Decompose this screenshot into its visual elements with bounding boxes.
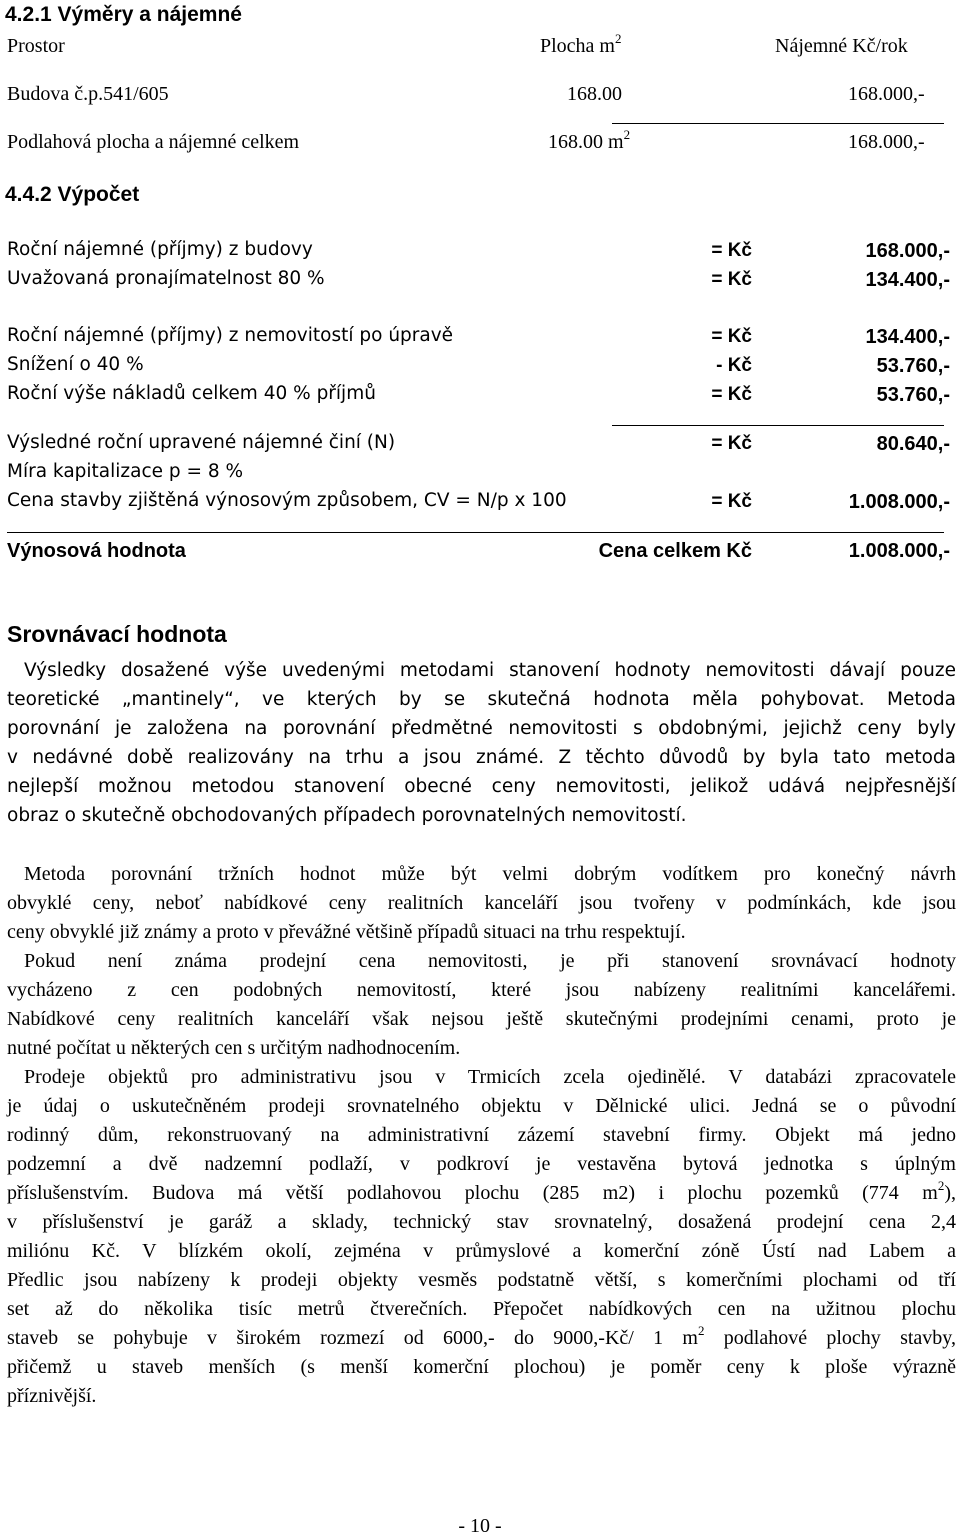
result-label: Výnosová hodnota <box>7 540 186 562</box>
divider <box>612 123 944 124</box>
row-building-area: 168.00 <box>567 83 622 105</box>
page-number: - 10 - <box>458 1515 502 1537</box>
calc-row-label: Cena stavby zjištěná výnosovým způsobem, CV = N/p x 100 <box>7 490 567 511</box>
total-label: Podlahová plocha a nájemné celkem <box>7 131 300 153</box>
text-line: Pokud není známa prodejní cena nemovitosti, je při stanovení srovnávací hodnoty <box>24 950 956 972</box>
calc-row-value: 53.760,- <box>876 355 950 377</box>
text-line: obvyklé ceny, neboť nabídkové ceny realitních kanceláří jsou tvořeny v podmínkách, kde jsou <box>7 892 956 914</box>
calc-row-value: 53.760,- <box>876 384 950 406</box>
text-line: set až do několika tisíc metrů čtverečních. Přepočet nabídkových cen na užitnou plochu <box>7 1298 956 1320</box>
calc-row-unit: = Kč <box>711 491 752 512</box>
col-header-area: Plocha $m^2$ <box>540 31 622 57</box>
text-line: v nedávné době realizovány na trhu a jsou známé. Z těchto důvodů by byla tato metoda <box>7 747 956 768</box>
calc-row-value: 134.400,- <box>865 326 950 348</box>
text-line: Předlic jsou nabízeny k prodeji objekty vesměs podstatně větší, s komerčními plochami od tří <box>7 1269 956 1291</box>
calc-row-label: Uvažovaná pronajímatelnost 80 % <box>7 268 325 289</box>
text-line: teoretické „mantinely“, ve kterých by se skutečná hodnota měla pohybovat. Metoda <box>7 689 956 710</box>
result-unit: Cena celkem Kč <box>598 540 752 562</box>
text-line: podzemní a dvě nadzemní podlaží, v podkroví je vestavěna bytová jednotka s úplným <box>7 1153 956 1175</box>
divider <box>612 425 944 426</box>
calc-row-unit: = Kč <box>711 433 752 454</box>
calc-row-unit: = Kč <box>711 269 752 290</box>
calc-row-unit: = Kč <box>711 240 752 261</box>
text-line: přičemž u staveb menších (s menší komerční plochou) je poměr ceny k ploše výrazně <box>7 1356 956 1378</box>
section-421-heading: 4.2.1 Výměry a nájemné <box>5 3 242 26</box>
total-rent: 168.000,- <box>848 131 925 153</box>
calc-row-unit: = Kč <box>711 326 752 347</box>
text-line: Výsledky dosažené výše uvedenými metodami stanovení hodnoty nemovitosti dávají pouze <box>24 660 956 681</box>
calc-row-value: 80.640,- <box>876 433 950 455</box>
text-line: staveb se pohybuje v širokém rozmezí od 6000,- do 9000,-Kč/ 1 $m^2$ podlahové plochy stavby, <box>7 1323 956 1349</box>
col-header-rent: Nájemné Kč/rok <box>775 35 908 57</box>
text-line: porovnání je založena na porovnání předmětné nemovitosti s obdobnými, jejichž ceny byly <box>7 718 956 739</box>
text-line: miliónu Kč. V blízkém okolí, zejména v průmyslové a komerční zóně Ústí nad Labem a <box>7 1240 956 1262</box>
calc-row-label: Roční nájemné (příjmy) z nemovitostí po úpravě <box>7 325 454 346</box>
text-line: vycházeno z cen podobných nemovitostí, které jsou nabízeny realitními kancelářemi. <box>7 979 956 1001</box>
divider <box>7 532 944 533</box>
text-line: nejlepší možnou metodou stanovení obecné ceny nemovitosti, jelikož udává nejpřesnější <box>7 776 956 797</box>
text-line: Prodeje objektů pro administrativu jsou v Trmicích zcela ojedinělé. V databázi zpracovatele <box>24 1066 956 1088</box>
text-line: obraz o skutečně obchodovaných případech porovnatelných nemovitostí. <box>7 805 687 826</box>
text-line: v příslušenství je garáž a sklady, technický stav srovnatelný, dosažená prodejní cena 2,4 <box>7 1211 956 1233</box>
text-line: nutné počítat u některých cen s určitým nadhodnocením. <box>7 1037 461 1059</box>
calc-row-value: 1.008.000,- <box>848 491 950 513</box>
total-area: 168.00 $m^2$ <box>548 127 631 153</box>
calc-row-value: 168.000,- <box>865 240 950 262</box>
calc-row-label: Snížení o 40 % <box>7 354 144 375</box>
row-building-rent: 168.000,- <box>848 83 925 105</box>
calc-row-label: Výsledné roční upravené nájemné činí (N) <box>7 432 396 453</box>
calc-row-unit: - Kč <box>716 355 752 376</box>
calc-row-label: Míra kapitalizace p = 8 % <box>7 461 244 482</box>
text-line: příslušenstvím. Budova má větší podlahovou plochu (285 m2) i plochu pozemků (774 $m^2$), <box>7 1178 956 1204</box>
result-value: 1.008.000,- <box>848 540 950 562</box>
col-header-space: Prostor <box>7 35 65 57</box>
text-line: Nabídkové ceny realitních kanceláří však nejsou ještě skutečnými prodejními cenami, proto je <box>7 1008 956 1030</box>
text-line: Metoda porovnání tržních hodnot může být velmi dobrým vodítkem pro konečný návrh <box>24 863 956 885</box>
calc-row-label: Roční nájemné (příjmy) z budovy <box>7 239 313 260</box>
text-line: ceny obvyklé již známy a proto v převážné většině případů situaci na trhu respektují. <box>7 921 686 943</box>
calc-row-unit: = Kč <box>711 384 752 405</box>
text-line: rodinný dům, rekonstruovaný na administrativní zázemí stavební firmy. Objekt má jedno <box>7 1124 956 1146</box>
section-422-heading: 4.4.2 Výpočet <box>5 183 140 206</box>
comparative-heading: Srovnávací hodnota <box>7 621 227 647</box>
text-line: je údaj o uskutečněném prodeji srovnatelného objektu v Dělnické ulici. Jedná se o původní <box>7 1095 956 1117</box>
row-building-name: Budova č.p.541/605 <box>7 83 169 105</box>
calc-row-label: Roční výše nákladů celkem 40 % příjmů <box>7 383 376 404</box>
calc-row-value: 134.400,- <box>865 269 950 291</box>
text-line: příznivější. <box>7 1385 97 1407</box>
